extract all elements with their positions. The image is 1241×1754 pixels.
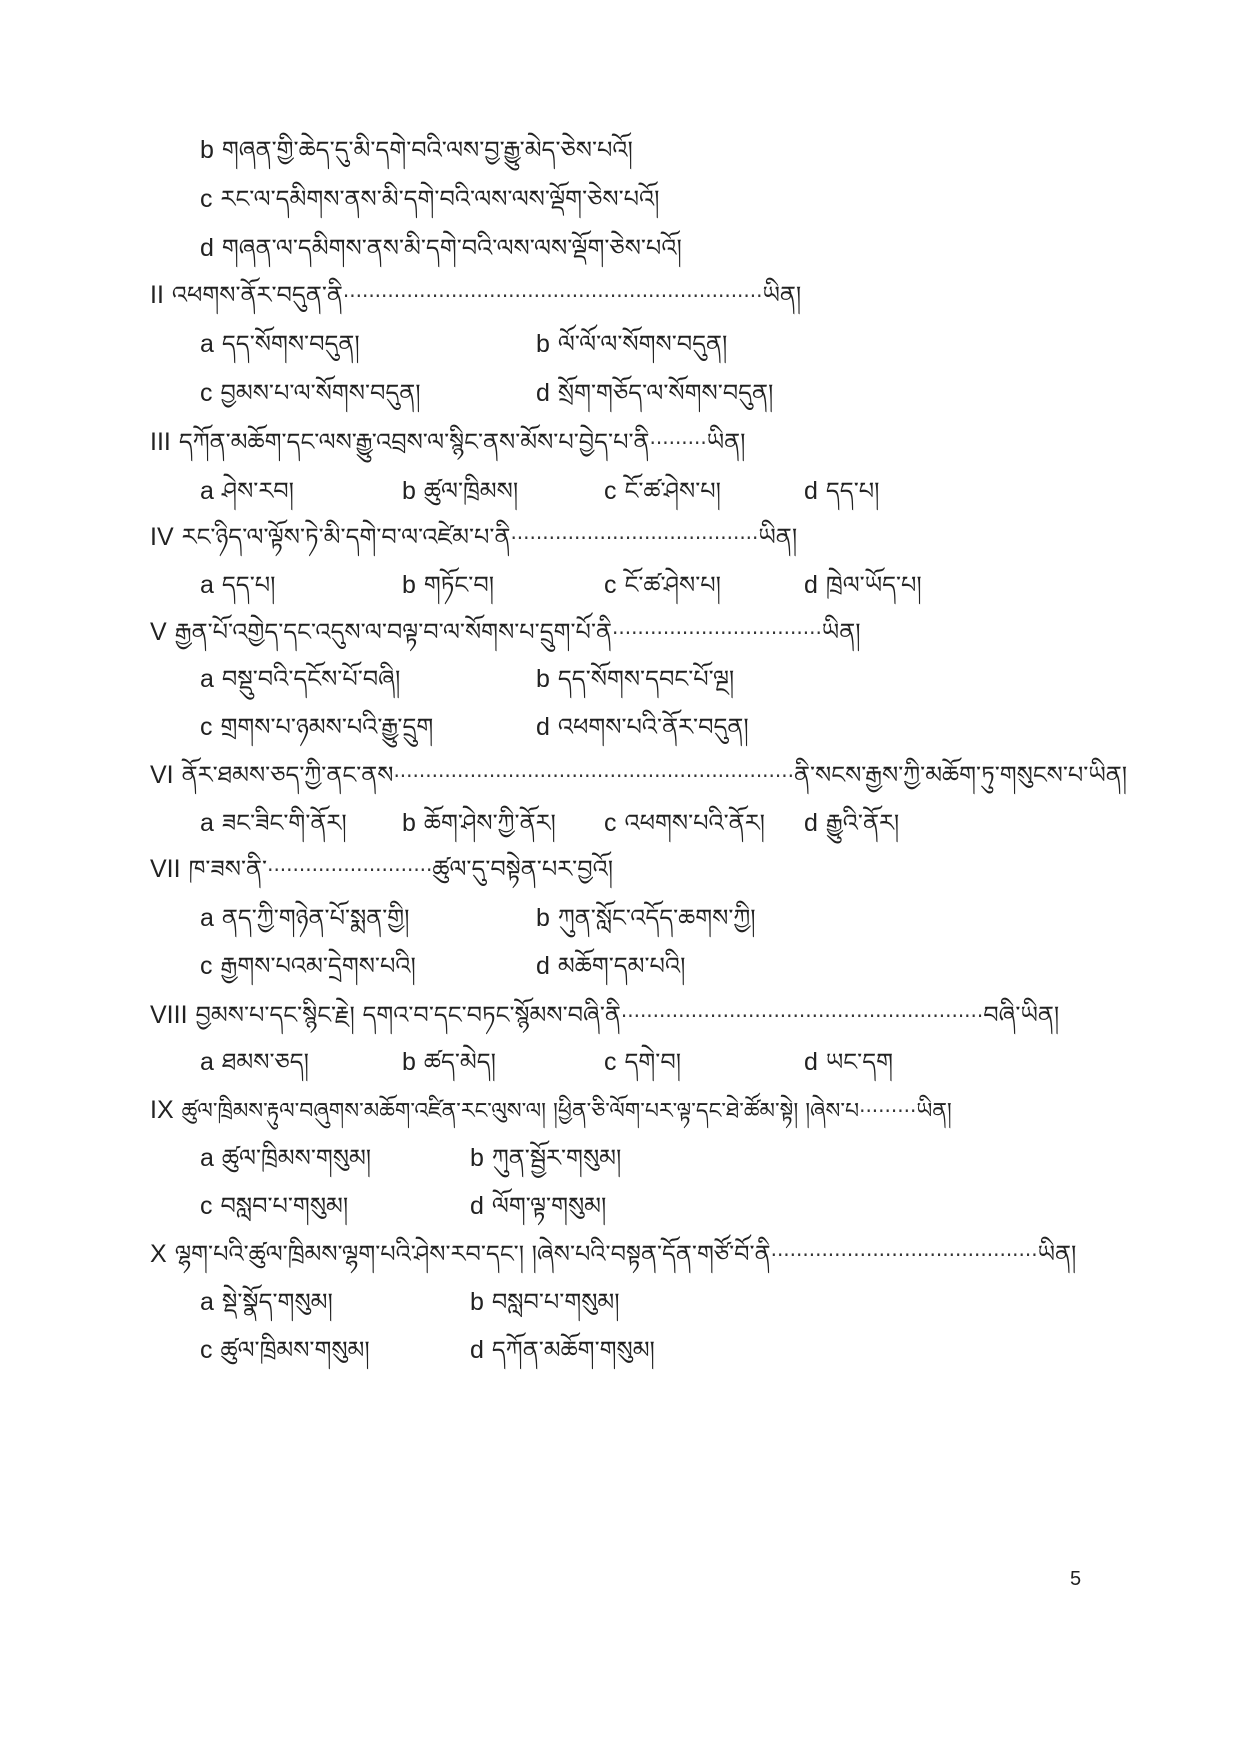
question-vii xyxy=(150,847,613,891)
option-label: d xyxy=(200,234,214,262)
question-stem: ནོར་ཐམས་ཅད་ཀྱི་ནང་ནས xyxy=(181,761,394,789)
answer-blank: ·········································· xyxy=(770,1243,1038,1267)
option-label: c xyxy=(200,1336,213,1364)
option-text: ཚུལ་ཁྲིམས་གསུམ། xyxy=(220,1336,370,1364)
question-tail: ཡིན། xyxy=(758,523,798,551)
option-label: a xyxy=(200,571,214,599)
option-label: c xyxy=(604,477,617,505)
option-b xyxy=(536,322,727,366)
option-a xyxy=(200,1040,309,1084)
question-stem: ཚུལ་ཁྲིམས་རྟུལ་བཞུགས་མཆོག་འཛིན་རང་ལུས་ལ། །ཕྱིན་ཅི་ལོག་པར་ལྟ་དང་ཐེ་ཚོམ་སྟེ། །ཞེས་པ xyxy=(181,1099,860,1124)
option-label: b xyxy=(536,904,550,932)
question-number: II xyxy=(150,281,164,309)
option-label: c xyxy=(200,952,213,980)
option-b xyxy=(402,563,494,607)
option-c xyxy=(604,801,765,845)
option-text: ཐམས་ཅད། xyxy=(221,1048,309,1076)
question-tail: ཡིན། xyxy=(821,618,861,646)
answer-blank: ·························· xyxy=(267,858,433,882)
option-label: b xyxy=(536,330,550,358)
option-text: བསླབ་པ་གསུམ། xyxy=(220,1192,349,1220)
question-stem: འཕགས་ནོར་བདུན་ནི xyxy=(171,281,343,309)
question-stem: རང་ཉིད་ལ་ལྟོས་ཏེ་མི་དགེ་བ་ལ་འཛེམ་པ་ནི xyxy=(181,523,511,551)
options-row xyxy=(200,563,1100,607)
option-label: c xyxy=(604,571,617,599)
page-number: 5 xyxy=(1070,1568,1082,1590)
option-a xyxy=(200,801,347,845)
option-label: b xyxy=(402,809,416,837)
option-text: བྱམས་པ་ལ་སོགས་བདུན། xyxy=(220,379,421,407)
option-label: b xyxy=(402,477,416,505)
option-label: a xyxy=(200,809,214,837)
options-row xyxy=(200,322,1100,366)
option-text: བསྡུ་བའི་དངོས་པོ་བཞི། xyxy=(221,665,401,693)
answer-blank: ························································· xyxy=(620,1004,984,1028)
option-label: d xyxy=(470,1336,484,1364)
option-c xyxy=(200,1328,370,1372)
option-text: འཕགས་པའི་ནོར་བདུན། xyxy=(557,713,749,741)
option-text: སྡེ་སྣོད་གསུམ། xyxy=(221,1288,333,1316)
option-c xyxy=(604,1040,681,1084)
option-b xyxy=(402,801,556,845)
option-text: རང་ལ་དམིགས་ནས་མི་དགེ་བའི་ལས་ལས་ལྡོག་ཅེས་པའོ། xyxy=(220,185,660,213)
option-text: དད་པ། xyxy=(221,571,276,599)
option-label: a xyxy=(200,1288,214,1316)
option-label: b xyxy=(470,1288,484,1316)
option-label: c xyxy=(604,1048,617,1076)
option-label: b xyxy=(402,571,416,599)
question-x xyxy=(150,1232,1076,1276)
option-text: ཚུལ་ཁྲིམས། xyxy=(423,477,519,505)
option-text: རྒྱུའི་ནོར། xyxy=(825,809,900,837)
option-text: དད་སོགས་དབང་པོ་ལྔ། xyxy=(557,665,735,693)
answer-blank: ································· xyxy=(612,621,822,645)
option-label: c xyxy=(200,713,213,741)
options-row xyxy=(200,1280,1100,1324)
option-text: གཞན་ལ་དམིགས་ནས་མི་དགེ་བའི་ལས་ལས་ལྡོག་ཅེས་པའོ། xyxy=(221,234,682,262)
options-row xyxy=(200,801,1100,845)
question-tail: ཡིན། xyxy=(916,1099,952,1124)
option-c xyxy=(200,1184,348,1228)
question-vi xyxy=(150,753,1127,797)
option-label: a xyxy=(200,1144,214,1172)
option-label: d xyxy=(804,809,818,837)
option-d xyxy=(470,1184,606,1228)
option-d xyxy=(804,801,899,845)
option-text: ཀུན་སྦྱོར་གསུམ། xyxy=(491,1144,622,1172)
question-number: VI xyxy=(150,761,174,789)
option-d xyxy=(804,563,922,607)
options-row xyxy=(200,896,1100,940)
options-row xyxy=(200,944,1100,988)
option-text: གཏོང་བ། xyxy=(423,571,495,599)
option-text: སྲོག་གཅོད་ལ་སོགས་བདུན། xyxy=(557,379,774,407)
option-text: ལོག་ལྟ་གསུམ། xyxy=(491,1192,607,1220)
question-number: IV xyxy=(150,523,174,551)
option-a xyxy=(200,322,360,366)
option-text: ཟང་ཟིང་གི་ནོར། xyxy=(221,809,347,837)
options-row xyxy=(200,1184,1100,1228)
question-stem: དཀོན་མཆོག་དང་ལས་རྒྱུ་འབྲས་ལ་སྙིང་ནས་མོས་པ་བྱེད་པ་ནི xyxy=(178,428,650,456)
option-b xyxy=(470,1280,620,1324)
question-ix xyxy=(150,1088,952,1132)
option-d xyxy=(804,469,879,513)
option-d xyxy=(536,705,749,749)
option-b xyxy=(536,657,734,701)
option-label: d xyxy=(536,952,550,980)
option-text: ཀུན་སློང་འདོད་ཆགས་ཀྱི། xyxy=(557,904,756,932)
option-text: གཞན་གྱི་ཆེད་དུ་མི་དགེ་བའི་ལས་བྱ་རྒྱུ་མེད་ཅེས་པའོ། xyxy=(221,136,633,164)
option-label: b xyxy=(470,1144,484,1172)
option-text: ཁྲེལ་ཡོད་པ། xyxy=(825,571,922,599)
option-c xyxy=(200,944,416,988)
question-ii xyxy=(150,273,801,317)
option-b xyxy=(402,469,518,513)
answer-blank: ·································································· xyxy=(342,284,763,308)
option-label: b xyxy=(536,665,550,693)
question-stem: བྱམས་པ་དང་སྙིང་རྗེ། དགའ་བ་དང་བཏང་སྙོམས་བཞི་ནི xyxy=(195,1001,621,1029)
question-tail: ཚུལ་དུ་བསྟེན་པར་བྱའོ། xyxy=(432,855,614,883)
option-b xyxy=(470,1136,621,1180)
option-a xyxy=(200,657,400,701)
question-number: III xyxy=(150,428,171,456)
option-label: d xyxy=(536,379,550,407)
question-stem: རྒྱན་པོ་འགྱེད་དང་འདུས་ལ་བལྟ་བ་ལ་སོགས་པ་དྲུག་པོ་ནི xyxy=(174,618,612,646)
answer-blank: ······························································· xyxy=(393,764,794,788)
option-c xyxy=(604,563,721,607)
question-viii xyxy=(150,993,1059,1037)
option-d xyxy=(804,1040,893,1084)
option-c xyxy=(604,469,721,513)
option-text: ཚད་མེད། xyxy=(423,1048,497,1076)
option-d xyxy=(470,1328,655,1372)
option-label: a xyxy=(200,477,214,505)
option-label: a xyxy=(200,1048,214,1076)
question-tail: བཞི་ཡིན། xyxy=(983,1001,1060,1029)
question-number: V xyxy=(150,618,167,646)
answer-blank: ······································· xyxy=(510,526,759,550)
question-number: X xyxy=(150,1240,167,1268)
option-label: d xyxy=(804,571,818,599)
question-tail: ཡིན། xyxy=(762,281,802,309)
option-text: ཚུལ་ཁྲིམས་གསུམ། xyxy=(221,1144,372,1172)
option-a xyxy=(200,896,409,940)
question-number: VIII xyxy=(150,1001,188,1029)
option-label: d xyxy=(470,1192,484,1220)
option-label: a xyxy=(200,904,214,932)
carryover-option-d xyxy=(200,226,682,270)
option-label: d xyxy=(536,713,550,741)
option-b xyxy=(536,896,756,940)
option-a xyxy=(200,1136,371,1180)
option-label: c xyxy=(200,185,213,213)
options-row xyxy=(200,705,1100,749)
options-row xyxy=(200,371,1100,415)
option-label: c xyxy=(200,1192,213,1220)
answer-blank: ········· xyxy=(859,1099,917,1123)
option-text: དགེ་བ། xyxy=(624,1048,682,1076)
option-text: དཀོན་མཆོག་གསུམ། xyxy=(491,1336,655,1364)
options-row xyxy=(200,469,1100,513)
option-text: མཆོག་དམ་པའི། xyxy=(557,952,686,980)
option-c xyxy=(200,705,433,749)
option-label: b xyxy=(402,1048,416,1076)
option-text: དད་པ། xyxy=(825,477,880,505)
answer-blank: ········· xyxy=(649,431,707,455)
carryover-option-c xyxy=(200,177,659,221)
carryover-option-b xyxy=(200,128,633,172)
option-text: གྲགས་པ་ཉམས་པའི་རྒྱུ་དྲུག xyxy=(220,713,434,741)
option-text: ངོ་ཚ་ཤེས་པ། xyxy=(624,477,721,505)
option-label: c xyxy=(604,809,617,837)
question-stem: ཁ་ཟས་ནི་ xyxy=(188,855,268,883)
question-stem: ལྷག་པའི་ཚུལ་ཁྲིམས་ལྷག་པའི་ཤེས་རབ་དང་། །ཞེས་པའི་བསྟན་དོན་གཙོ་བོ་ནི xyxy=(174,1240,771,1268)
option-text: རྒྱགས་པའམ་དྲེགས་པའི། xyxy=(220,952,416,980)
option-label: c xyxy=(200,379,213,407)
option-text: ངོ་ཚ་ཤེས་པ། xyxy=(624,571,721,599)
option-label: d xyxy=(804,1048,818,1076)
option-text: ཡང་དག xyxy=(825,1048,893,1076)
question-iii xyxy=(150,420,745,464)
options-row xyxy=(200,657,1100,701)
question-number: IX xyxy=(150,1096,174,1124)
option-a xyxy=(200,563,275,607)
options-row xyxy=(200,1136,1100,1180)
question-iv xyxy=(150,515,797,559)
options-row xyxy=(200,1328,1100,1372)
question-tail: ཡིན། xyxy=(1037,1240,1077,1268)
option-text: ནད་ཀྱི་གཉེན་པོ་སྨན་གྱི། xyxy=(221,904,410,932)
option-text: དད་སོགས་བདུན། xyxy=(221,330,360,358)
question-number: VII xyxy=(150,855,181,883)
option-d xyxy=(536,944,685,988)
option-d xyxy=(536,371,773,415)
options-row xyxy=(200,1040,1100,1084)
option-a xyxy=(200,469,294,513)
option-text: བསླབ་པ་གསུམ། xyxy=(491,1288,620,1316)
option-label: b xyxy=(200,136,214,164)
question-tail: ནི་སངས་རྒྱས་ཀྱི་མཆོག་ཏུ་གསུངས་པ་ཡིན། xyxy=(793,761,1128,789)
option-label: d xyxy=(804,477,818,505)
question-v xyxy=(150,610,861,654)
option-label: a xyxy=(200,665,214,693)
option-text: ལོ་ལོ་ལ་སོགས་བདུན། xyxy=(557,330,728,358)
option-text: འཕགས་པའི་ནོར། xyxy=(624,809,765,837)
option-c xyxy=(200,371,421,415)
option-text: ཤེས་རབ། xyxy=(221,477,294,505)
option-label: a xyxy=(200,330,214,358)
option-a xyxy=(200,1280,333,1324)
option-b xyxy=(402,1040,496,1084)
question-tail: ཡིན། xyxy=(706,428,746,456)
option-text: ཆོག་ཤེས་ཀྱི་ནོར། xyxy=(423,809,556,837)
